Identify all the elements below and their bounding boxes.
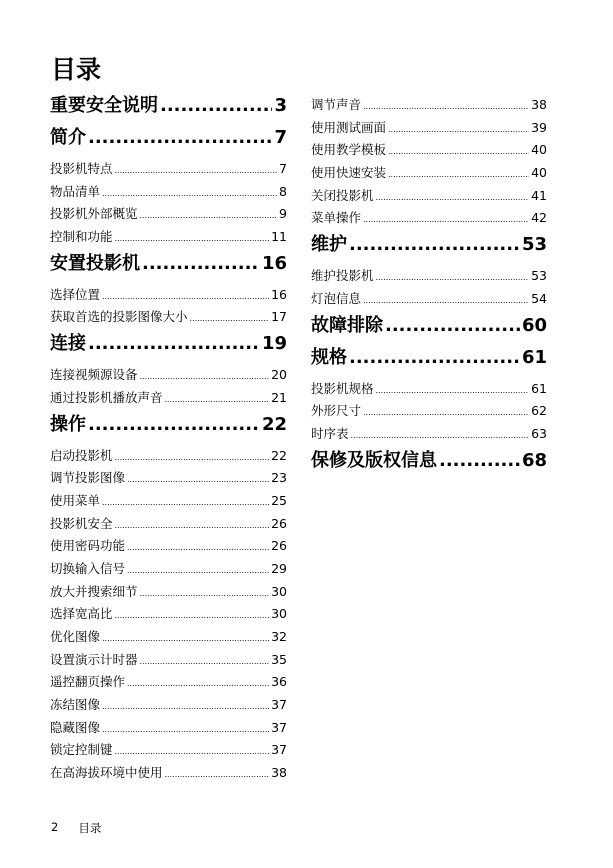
toc-entry[interactable] bbox=[50, 226, 287, 249]
toc-entry-page: 61 bbox=[531, 380, 547, 396]
toc-entry[interactable] bbox=[50, 717, 287, 740]
dot-leader bbox=[88, 332, 260, 355]
toc-left-column bbox=[50, 94, 287, 785]
toc-entry[interactable] bbox=[50, 535, 287, 558]
toc-entry[interactable] bbox=[50, 762, 287, 785]
toc-entry[interactable] bbox=[50, 306, 287, 329]
dot-leader bbox=[115, 741, 270, 764]
toc-entry[interactable] bbox=[50, 603, 287, 626]
toc-section-entry[interactable] bbox=[50, 332, 287, 355]
toc-entry-page: 25 bbox=[271, 492, 287, 508]
toc-entry[interactable] bbox=[311, 423, 547, 446]
toc-entry-page: 16 bbox=[261, 252, 287, 274]
toc-entry[interactable] bbox=[50, 626, 287, 649]
toc-entry-label: 获取首选的投影图像大小 bbox=[50, 309, 188, 325]
toc-entry-page: 19 bbox=[261, 333, 287, 355]
toc-entry[interactable] bbox=[311, 207, 547, 230]
toc-entry-page: 53 bbox=[521, 234, 547, 256]
toc-entry-label: 安置投影机 bbox=[50, 252, 140, 274]
toc-entry[interactable] bbox=[311, 288, 547, 311]
toc-entry-page: 11 bbox=[271, 229, 287, 245]
dot-leader bbox=[388, 141, 529, 164]
dot-leader bbox=[385, 314, 520, 337]
dot-leader bbox=[102, 183, 277, 206]
toc-entry-page: 53 bbox=[531, 268, 547, 284]
toc-section-entry[interactable] bbox=[311, 346, 547, 369]
toc-entry[interactable] bbox=[50, 694, 287, 717]
toc-entry[interactable] bbox=[50, 387, 287, 410]
dot-leader bbox=[102, 628, 269, 651]
toc-entry-page: 38 bbox=[271, 765, 287, 781]
toc-entry-label: 物品清单 bbox=[50, 183, 101, 199]
dot-leader bbox=[439, 449, 520, 472]
toc-entry[interactable] bbox=[50, 364, 287, 387]
toc-entry-label: 故障排除 bbox=[311, 314, 383, 336]
toc-entry-page: 68 bbox=[521, 449, 547, 471]
toc-entry-page: 32 bbox=[271, 629, 287, 644]
toc-entry-page: 36 bbox=[271, 674, 287, 690]
toc-entry-page: 30 bbox=[271, 583, 287, 599]
toc-entry-page: 8 bbox=[279, 183, 287, 199]
toc-entry-label: 使用测试画面 bbox=[311, 119, 387, 135]
dot-leader bbox=[388, 119, 529, 142]
dot-leader bbox=[115, 605, 270, 628]
dot-leader bbox=[140, 205, 278, 228]
dot-leader bbox=[88, 413, 260, 436]
toc-entry[interactable] bbox=[311, 185, 547, 208]
toc-entry-label: 隐藏图像 bbox=[50, 719, 101, 735]
toc-entry-label: 投影机外部概览 bbox=[50, 206, 138, 222]
dot-leader bbox=[127, 560, 269, 583]
toc-section-entry[interactable] bbox=[311, 449, 547, 472]
toc-entry-label: 菜单操作 bbox=[311, 210, 362, 226]
dot-leader bbox=[349, 233, 520, 256]
toc-entry-page: 40 bbox=[531, 165, 547, 181]
toc-entry[interactable] bbox=[311, 400, 547, 423]
toc-entry-page: 26 bbox=[271, 515, 287, 531]
toc-entry-label: 使用快速安装 bbox=[311, 165, 387, 181]
toc-entry-page: 35 bbox=[271, 651, 287, 667]
toc-entry-label: 简介 bbox=[50, 127, 86, 148]
toc-entry[interactable] bbox=[50, 158, 287, 181]
toc-entry-label: 时序表 bbox=[311, 425, 349, 441]
toc-entry[interactable] bbox=[311, 94, 547, 117]
toc-section-entry[interactable] bbox=[311, 233, 547, 256]
toc-entry-label: 规格 bbox=[311, 346, 347, 368]
dot-leader bbox=[363, 96, 529, 119]
toc-entry-page: 20 bbox=[271, 367, 287, 383]
toc-entry-page: 60 bbox=[521, 314, 547, 336]
footer-section: 目录 bbox=[78, 821, 102, 835]
toc-entry-label: 维护投影机 bbox=[311, 268, 374, 284]
toc-entry-label: 使用菜单 bbox=[50, 492, 101, 508]
toc-entry-label: 通过投影机播放声音 bbox=[50, 389, 163, 405]
toc-entry-label: 投影机安全 bbox=[50, 515, 113, 531]
dot-leader bbox=[363, 290, 529, 313]
toc-entry-label: 关闭投影机 bbox=[311, 187, 374, 203]
toc-entry-label: 控制和功能 bbox=[50, 229, 113, 245]
toc-entry[interactable] bbox=[50, 203, 287, 226]
dot-leader bbox=[388, 164, 529, 187]
toc-entry-page: 39 bbox=[531, 119, 547, 135]
toc-section-entry[interactable] bbox=[50, 126, 287, 149]
toc-entry-label: 调节声音 bbox=[311, 97, 362, 112]
toc-entry-page: 7 bbox=[279, 161, 287, 176]
dot-leader bbox=[140, 651, 270, 674]
toc-entry-page: 23 bbox=[271, 470, 287, 486]
toc-entry[interactable] bbox=[50, 445, 287, 468]
toc-entry[interactable] bbox=[50, 181, 287, 204]
toc-entry-page: 22 bbox=[261, 413, 287, 435]
toc-entry-label: 维护 bbox=[311, 234, 347, 256]
toc-entry-label: 设置演示计时器 bbox=[50, 651, 138, 667]
page-title: 目录 bbox=[51, 55, 102, 84]
dot-leader bbox=[140, 366, 270, 389]
toc-entry-page: 26 bbox=[271, 538, 287, 554]
toc-entry[interactable] bbox=[50, 739, 287, 762]
dot-leader bbox=[115, 447, 270, 470]
dot-leader bbox=[88, 126, 272, 149]
toc-entry-label: 保修及版权信息 bbox=[311, 449, 437, 471]
toc-section-entry[interactable] bbox=[50, 413, 287, 436]
toc-entry-page: 41 bbox=[531, 187, 547, 203]
toc-entry-label: 调节投影图像 bbox=[50, 470, 126, 486]
toc-entry[interactable] bbox=[311, 117, 547, 140]
toc-entry-label: 连接视频源设备 bbox=[50, 367, 138, 383]
toc-entry-label: 投影机特点 bbox=[50, 161, 113, 176]
toc-entry-label: 启动投影机 bbox=[50, 447, 113, 463]
toc-entry-page: 37 bbox=[271, 719, 287, 735]
toc-entry-page: 40 bbox=[531, 142, 547, 158]
toc-entry-page: 3 bbox=[274, 95, 287, 116]
toc-entry-label: 选择宽高比 bbox=[50, 606, 113, 622]
toc-entry-label: 投影机规格 bbox=[311, 380, 374, 396]
toc-entry-label: 使用密码功能 bbox=[50, 538, 126, 554]
page-footer bbox=[51, 820, 101, 836]
toc-entry-page: 21 bbox=[271, 389, 287, 405]
dot-leader bbox=[376, 267, 530, 290]
toc-entry[interactable] bbox=[311, 378, 547, 401]
toc-entry-page: 61 bbox=[521, 346, 547, 368]
dot-leader bbox=[190, 308, 270, 331]
toc-section-entry[interactable] bbox=[311, 314, 547, 337]
dot-leader bbox=[127, 673, 269, 696]
dot-leader bbox=[165, 389, 270, 412]
dot-leader bbox=[127, 469, 269, 492]
toc-entry-page: 16 bbox=[271, 286, 287, 302]
dot-leader bbox=[102, 286, 269, 309]
footer-page-number: 2 bbox=[51, 820, 59, 834]
toc-section-entry[interactable] bbox=[50, 94, 287, 117]
toc-entry[interactable] bbox=[311, 139, 547, 162]
toc-entry[interactable] bbox=[50, 558, 287, 581]
toc-entry-label: 冻结图像 bbox=[50, 697, 101, 713]
toc-entry[interactable] bbox=[50, 467, 287, 490]
toc-entry-label: 外形尺寸 bbox=[311, 403, 362, 419]
dot-leader bbox=[376, 187, 530, 210]
toc-entry-page: 37 bbox=[271, 697, 287, 713]
dot-leader bbox=[102, 492, 269, 515]
toc-entry-label: 切换输入信号 bbox=[50, 560, 126, 576]
toc-entry-label: 在高海拔环境中使用 bbox=[50, 765, 163, 781]
toc-entry-page: 37 bbox=[271, 742, 287, 758]
toc-right-column bbox=[311, 94, 547, 481]
toc-entry[interactable] bbox=[311, 162, 547, 185]
toc-entry-label: 操作 bbox=[50, 413, 86, 435]
toc-entry-page: 22 bbox=[271, 447, 287, 463]
dot-leader bbox=[165, 764, 270, 787]
toc-entry[interactable] bbox=[50, 649, 287, 672]
dot-leader bbox=[351, 425, 530, 448]
dot-leader bbox=[142, 252, 260, 275]
dot-leader bbox=[376, 380, 530, 403]
dot-leader bbox=[349, 346, 520, 369]
toc-entry[interactable] bbox=[311, 265, 547, 288]
toc-entry[interactable] bbox=[50, 513, 287, 536]
toc-entry-page: 63 bbox=[531, 425, 547, 441]
dot-leader bbox=[127, 537, 269, 560]
toc-entry-label: 使用教学模板 bbox=[311, 142, 387, 158]
dot-leader bbox=[115, 228, 270, 251]
toc-entry-label: 重要安全说明 bbox=[50, 95, 158, 116]
dot-leader bbox=[140, 583, 270, 606]
toc-entry-page: 7 bbox=[274, 127, 287, 148]
toc-entry-page: 17 bbox=[271, 309, 287, 325]
toc-entry-page: 62 bbox=[531, 403, 547, 419]
toc-entry[interactable] bbox=[50, 490, 287, 513]
toc-entry[interactable] bbox=[50, 581, 287, 604]
dot-leader bbox=[115, 515, 270, 538]
toc-entry-label: 遥控翻页操作 bbox=[50, 674, 126, 690]
dot-leader bbox=[102, 696, 269, 719]
toc-entry[interactable] bbox=[50, 671, 287, 694]
toc-entry-page: 42 bbox=[531, 210, 547, 226]
toc-entry-label: 连接 bbox=[50, 333, 86, 355]
toc-entry-page: 29 bbox=[271, 560, 287, 576]
dot-leader bbox=[363, 209, 529, 232]
dot-leader bbox=[160, 94, 272, 117]
toc-entry-page: 38 bbox=[531, 97, 547, 112]
toc-entry-page: 9 bbox=[279, 206, 287, 222]
dot-leader bbox=[102, 719, 269, 742]
toc-section-entry[interactable] bbox=[50, 252, 287, 275]
toc-entry-page: 30 bbox=[271, 606, 287, 622]
toc-entry-label: 选择位置 bbox=[50, 286, 101, 302]
toc-entry-label: 放大并搜索细节 bbox=[50, 583, 138, 599]
dot-leader bbox=[363, 402, 529, 425]
toc-entry-label: 灯泡信息 bbox=[311, 290, 362, 306]
toc-entry-page: 54 bbox=[531, 290, 547, 306]
dot-leader bbox=[115, 160, 278, 183]
toc-entry-label: 优化图像 bbox=[50, 629, 101, 644]
toc-entry[interactable] bbox=[50, 284, 287, 307]
toc-entry-label: 锁定控制键 bbox=[50, 742, 113, 758]
